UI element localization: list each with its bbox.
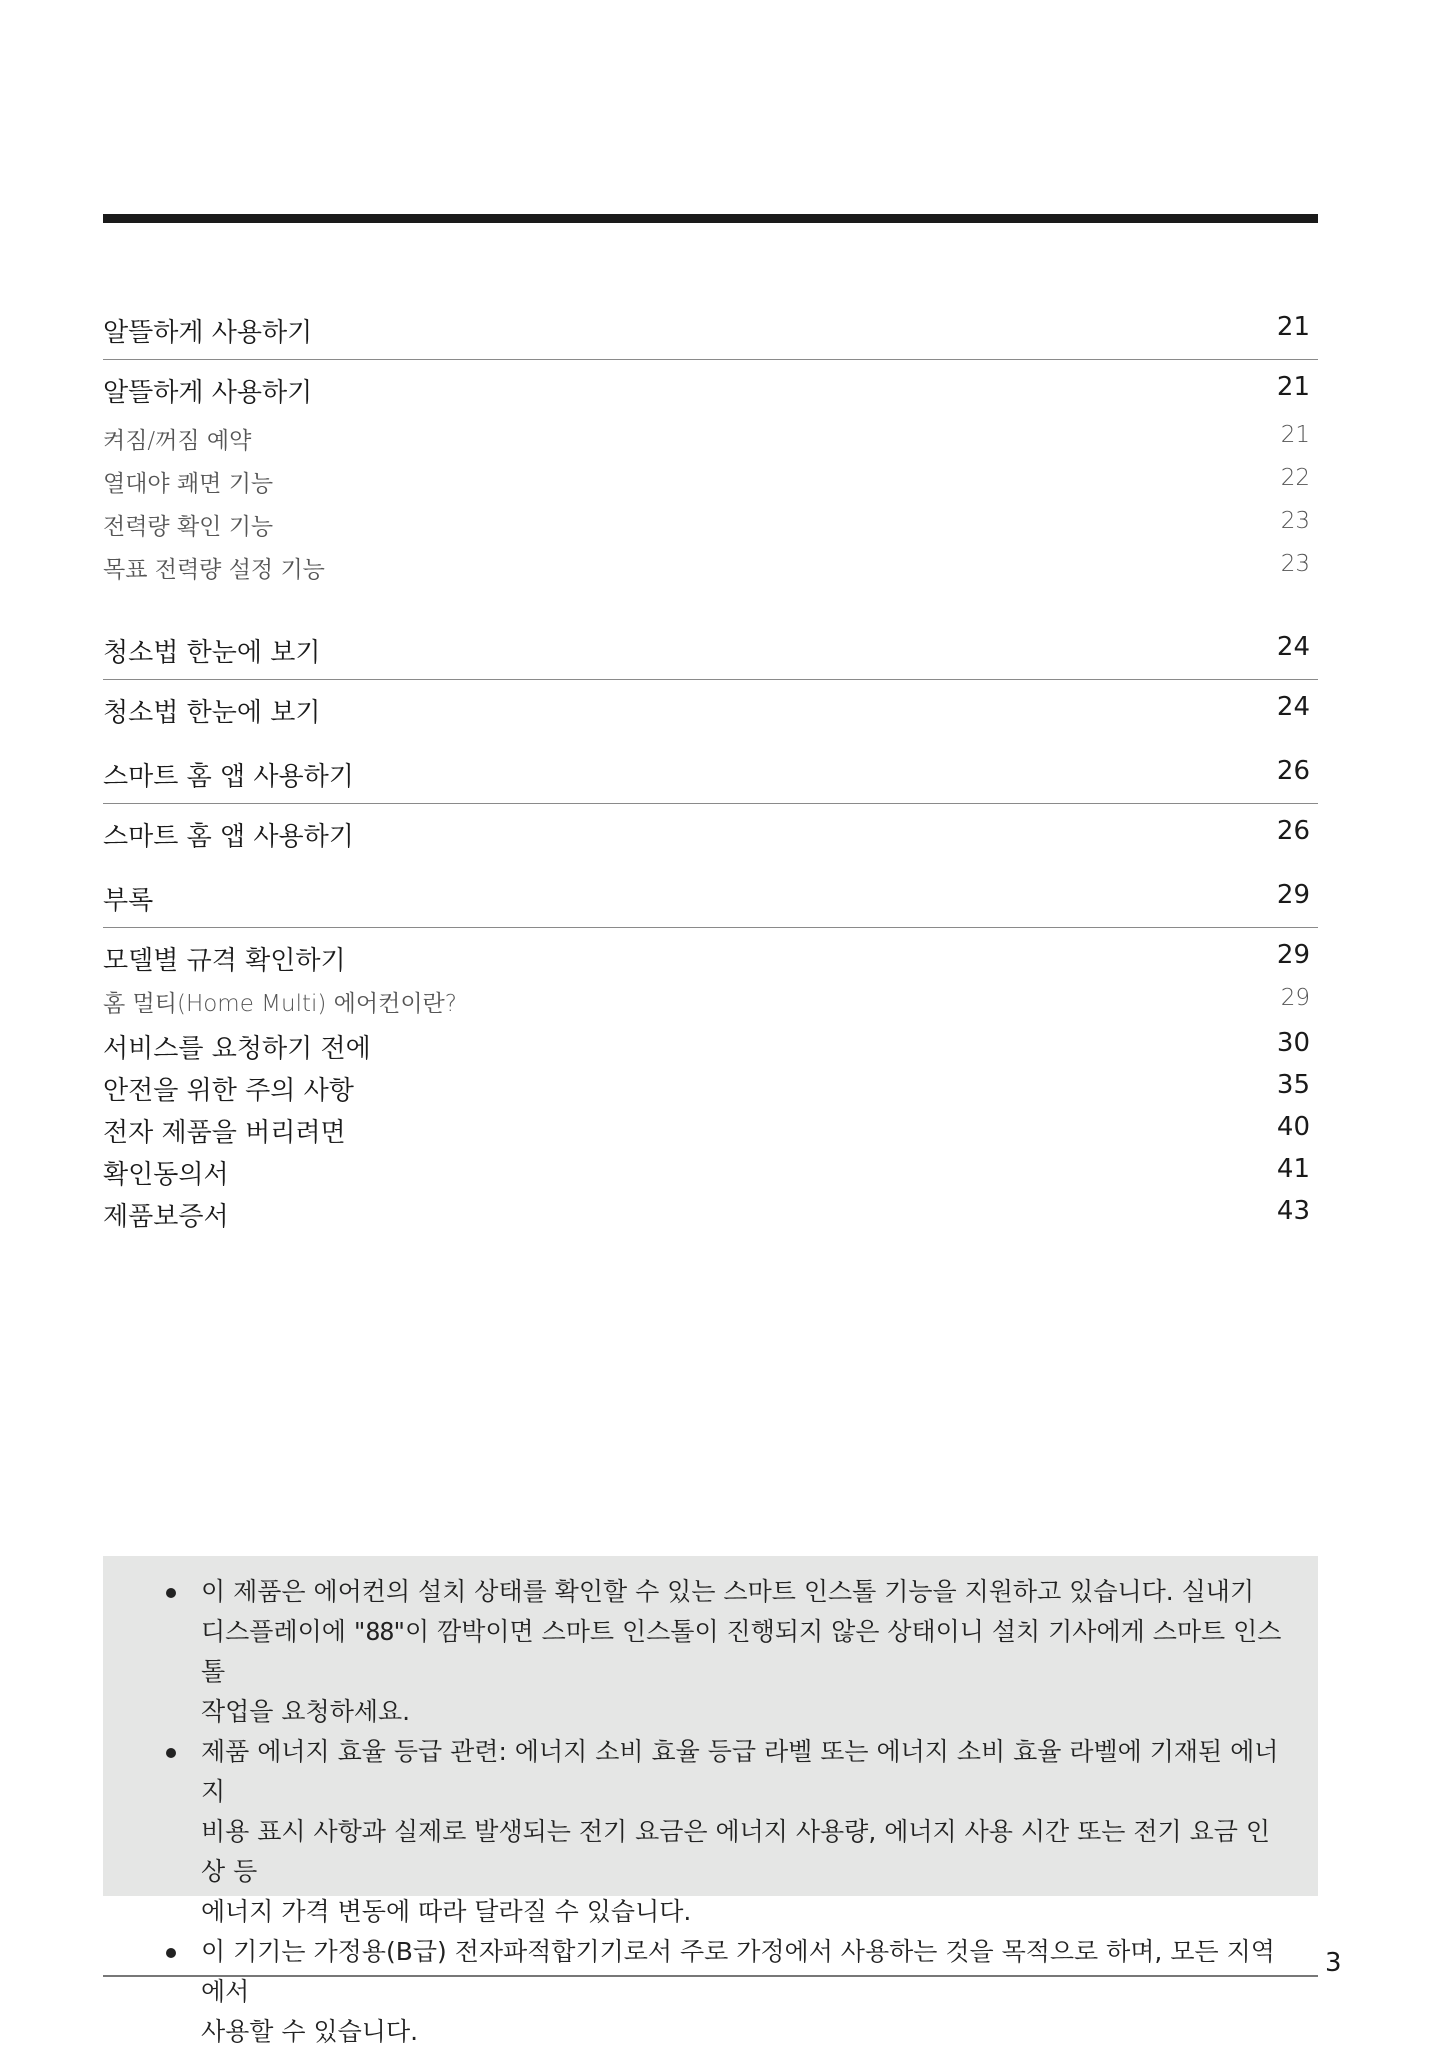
bullet-icon — [166, 1948, 176, 1958]
toc-entry-page: 40 — [1276, 1112, 1310, 1142]
notice-box — [103, 1556, 1318, 2046]
notice-line: 이 기기는 가정용(B급) 전자파적합기기로서 주로 가정에서 사용하는 것을 목적으로 하며, 모든 지역에서 — [201, 1937, 1275, 2006]
toc-entry-page: 30 — [1276, 1028, 1310, 1058]
notice-item — [201, 1932, 1294, 2052]
toc-section-heading[interactable] — [103, 744, 1318, 804]
toc-entry-title: 홈 멀티(Home Multi) 에어컨이란? — [103, 991, 457, 1017]
toc-entry[interactable] — [103, 981, 1318, 1021]
bullet-icon — [166, 1588, 176, 1598]
toc-entry-page: 41 — [1276, 1154, 1310, 1184]
toc-entry-title: 스마트 홈 앱 사용하기 — [103, 822, 354, 852]
toc-section-page: 21 — [1276, 312, 1310, 342]
segment-display-88-icon: 88 — [365, 1617, 394, 1646]
toc-section-page: 24 — [1276, 632, 1310, 662]
toc-entry-title: 전력량 확인 기능 — [103, 514, 274, 540]
toc-entry-page: 24 — [1276, 692, 1310, 722]
header-rule — [103, 214, 1318, 223]
toc-entry[interactable] — [103, 1147, 1318, 1189]
toc-entry-page: 26 — [1276, 816, 1310, 846]
notice-line: 에너지 가격 변동에 따라 달라질 수 있습니다. — [201, 1897, 692, 1926]
toc-entry-page: 23 — [1280, 508, 1310, 534]
toc-entry-page: 43 — [1276, 1196, 1310, 1226]
toc-section-heading[interactable] — [103, 868, 1318, 928]
notice-line: 사용할 수 있습니다. — [201, 2017, 419, 2046]
toc-entry[interactable] — [103, 1189, 1318, 1231]
toc-entry-title: 제품보증서 — [103, 1202, 229, 1232]
notice-line: 비용 표시 사항과 실제로 발생되는 전기 요금은 에너지 사용량, 에너지 사용 시간 또는 전기 요금 인상 등 — [201, 1817, 1271, 1886]
notice-line: 디스플레이에 " — [201, 1617, 366, 1646]
toc-entry-title: 알뜰하게 사용하기 — [103, 378, 313, 408]
toc-section-title: 스마트 홈 앱 사용하기 — [103, 762, 354, 792]
toc-entry[interactable] — [103, 412, 1318, 455]
toc-entry-page: 22 — [1280, 465, 1310, 491]
toc-section-page: 26 — [1276, 756, 1310, 786]
toc-entry[interactable] — [103, 455, 1318, 498]
toc-entry-page: 21 — [1276, 372, 1310, 402]
toc-entry[interactable] — [103, 804, 1318, 868]
footer-rule — [103, 1975, 1318, 1977]
notice-line: 이 제품은 에어컨의 설치 상태를 확인할 수 있는 스마트 인스톨 기능을 지원하고 있습니다. 실내기 — [201, 1577, 1255, 1606]
toc-section-title: 청소법 한눈에 보기 — [103, 638, 321, 668]
notice-line: 제품 에너지 효율 등급 관련: 에너지 소비 효율 등급 라벨 또는 에너지 소비 효율 라벨에 기재된 에너지 — [201, 1737, 1279, 1806]
notice-item — [201, 1572, 1294, 1732]
toc-entry[interactable] — [103, 541, 1318, 584]
toc-entry-title: 목표 전력량 설정 기능 — [103, 557, 325, 583]
toc-section-title: 알뜰하게 사용하기 — [103, 318, 313, 348]
toc-entry-page: 35 — [1276, 1070, 1310, 1100]
toc-entry-page: 23 — [1280, 551, 1310, 577]
toc-entry-title: 전자 제품을 버리려면 — [103, 1118, 346, 1148]
toc-entry[interactable] — [103, 928, 1318, 981]
page-number: 3 — [1325, 1948, 1342, 1978]
toc-entry[interactable] — [103, 1063, 1318, 1105]
toc-entry-title: 켜짐/꺼짐 예약 — [103, 428, 252, 454]
toc-entry-title: 모델별 규격 확인하기 — [103, 946, 346, 976]
table-of-contents — [103, 300, 1318, 1231]
toc-entry-title: 열대야 쾌면 기능 — [103, 471, 274, 497]
toc-entry-page: 29 — [1280, 985, 1310, 1011]
toc-section-page: 29 — [1276, 880, 1310, 910]
toc-section-heading[interactable] — [103, 620, 1318, 680]
toc-entry-page: 21 — [1280, 422, 1310, 448]
toc-section-title: 부록 — [103, 886, 154, 916]
toc-section-heading[interactable] — [103, 300, 1318, 360]
notice-line: 작업을 요청하세요. — [201, 1697, 411, 1726]
toc-entry[interactable] — [103, 1105, 1318, 1147]
toc-entry[interactable] — [103, 680, 1318, 744]
toc-entry-title: 청소법 한눈에 보기 — [103, 698, 321, 728]
bullet-icon — [166, 1748, 176, 1758]
toc-entry-title: 확인동의서 — [103, 1160, 229, 1190]
notice-line: "이 깜박이면 스마트 인스톨이 진행되지 않은 상태이니 설치 기사에게 스마트 인스톨 — [201, 1617, 1282, 1686]
toc-entry[interactable] — [103, 498, 1318, 541]
toc-entry-title: 안전을 위한 주의 사항 — [103, 1076, 354, 1106]
toc-entry-page: 29 — [1276, 940, 1310, 970]
toc-entry-title: 서비스를 요청하기 전에 — [103, 1034, 371, 1064]
toc-entry[interactable] — [103, 1021, 1318, 1063]
notice-item — [201, 1732, 1294, 1932]
